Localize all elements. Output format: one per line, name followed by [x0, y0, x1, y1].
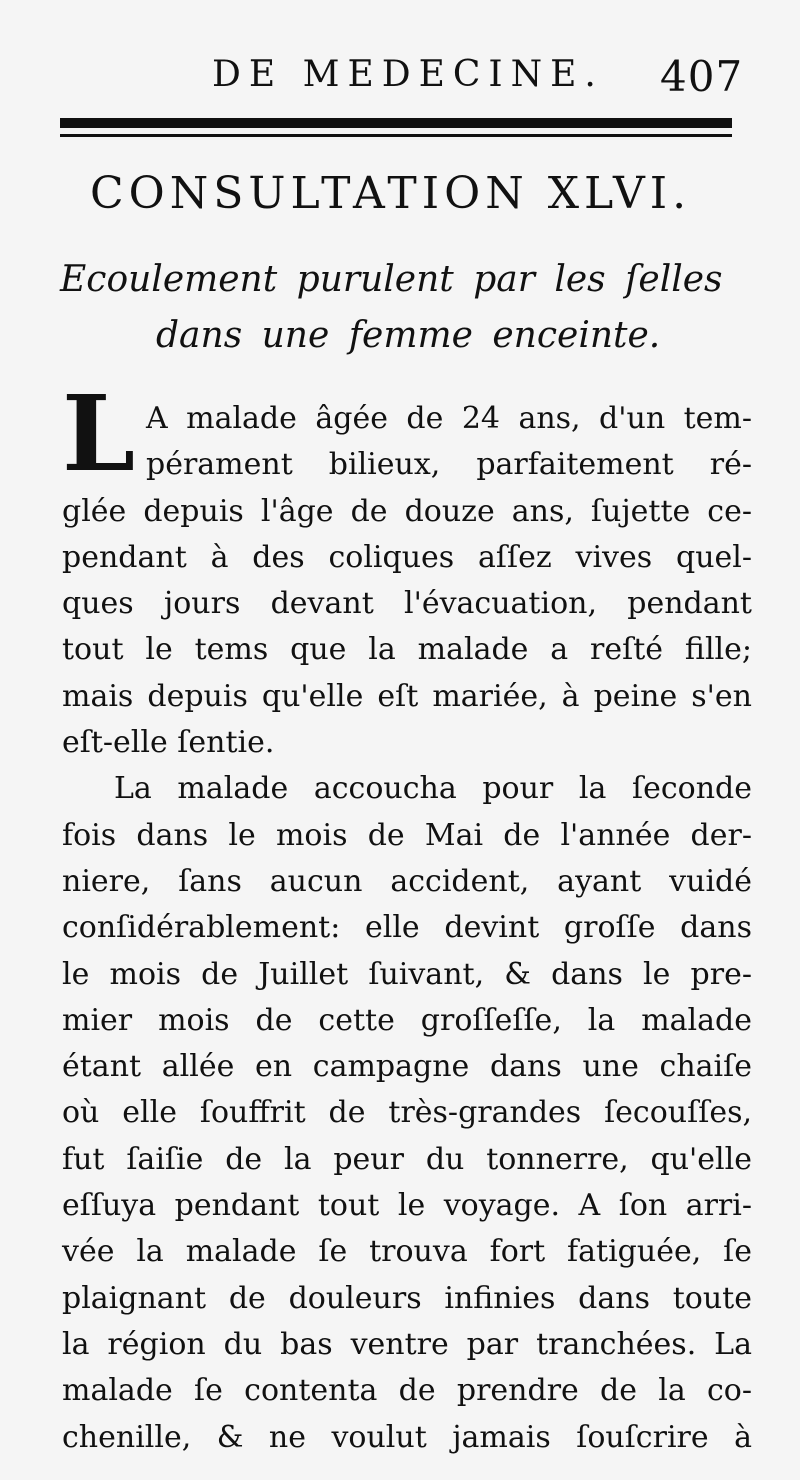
running-head — [0, 48, 800, 108]
body-line: ques jours devant l'évacuation, pendant — [62, 586, 752, 622]
body-line: eſſuya pendant tout le voyage. A ſon arri- — [62, 1188, 752, 1224]
body-line: fois dans le mois de Mai de l'année der- — [62, 817, 752, 853]
body-line: chenille, & ne voulut jamais ſouſcrire à — [62, 1419, 752, 1455]
body-line: vée la malade ſe trouva fort fatiguée, ſe — [62, 1234, 752, 1270]
body-line: fut ſaiſie de la peur du tonnerre, qu'elle — [62, 1141, 752, 1177]
subtitle-line-1: Ecoulement purulent par les ſelles — [60, 259, 723, 300]
body-line: pérament bilieux, parfaitement ré- — [146, 447, 752, 483]
running-title: DE MEDECINE. — [212, 54, 604, 95]
body-line: eſt-elle ſentie. — [62, 725, 275, 761]
body-line: mais depuis qu'elle eſt mariée, à peine s'en — [62, 678, 752, 714]
subtitle-line-2: dans une femme enceinte. — [156, 315, 661, 356]
header-rule-thick — [60, 118, 732, 128]
body-line: niere, ſans aucun accident, ayant vuidé — [62, 863, 752, 899]
consultation-subtitle — [60, 252, 750, 364]
body-line: glée depuis l'âge de douze ans, ſujette ce- — [62, 493, 752, 529]
body-line: le mois de Juillet ſuivant, & dans le pre- — [62, 956, 752, 992]
body-line: mier mois de cette groſſeſſe, la malade — [62, 1002, 752, 1038]
body-line: étant allée en campagne dans une chaiſe — [62, 1049, 752, 1085]
body-line: la région du bas ventre par tranchées. La — [62, 1326, 752, 1362]
body-line: A malade âgée de 24 ans, d'un tem- — [146, 401, 752, 436]
body-line: pendant à des coliques aſſez vives quel- — [62, 539, 752, 575]
page-number: 407 — [660, 52, 744, 101]
body-line: La malade accoucha pour la ſeconde — [114, 771, 752, 807]
body-text — [62, 372, 752, 1461]
body-line: plaignant de douleurs infinies dans toute — [62, 1280, 752, 1316]
body-line: conſidérablement: elle devint groſſe dans — [62, 910, 752, 946]
body-line: où elle ſouffrit de très-grandes ſecouſſes, — [62, 1095, 752, 1131]
body-line: tout le tems que la malade a reſté fille; — [62, 632, 752, 668]
body-line: malade ſe contenta de prendre de la co- — [62, 1373, 752, 1409]
drop-cap: L — [62, 372, 136, 495]
consultation-heading: CONSULTATION XLVI. — [90, 168, 692, 219]
header-rule-thin — [60, 134, 732, 137]
